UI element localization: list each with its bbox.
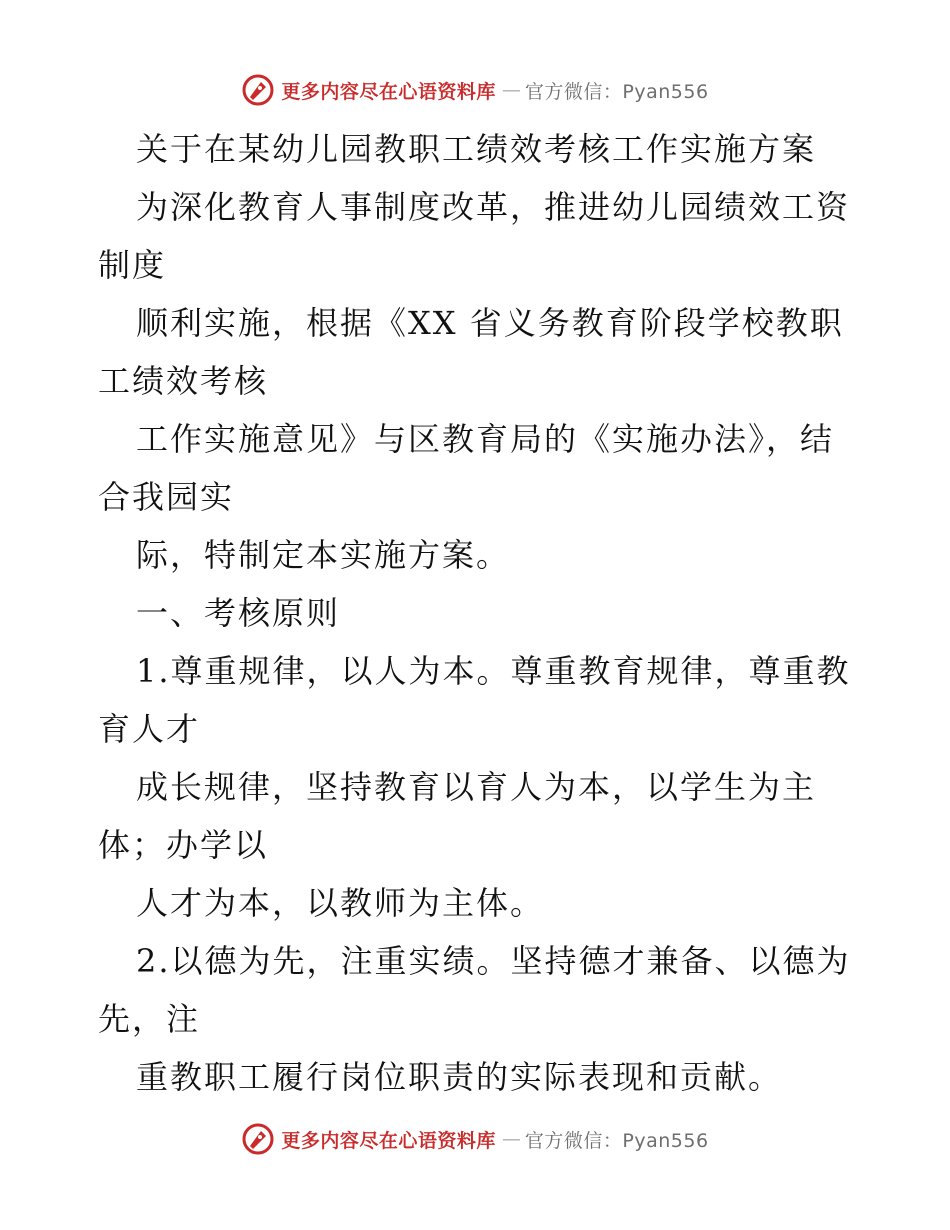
footer-watermark-banner — [0, 1119, 950, 1159]
document-title: 关于在某幼儿园教职工绩效考核工作实施方案 — [136, 130, 817, 168]
header-watermark-banner — [0, 70, 950, 110]
pen-nib-logo-icon — [241, 1122, 275, 1156]
document-body — [98, 120, 858, 1106]
paragraph-line: 2.以德为先，注重实绩。坚持德才兼备、以德为先，注 — [98, 942, 851, 1038]
paragraph-line: 为深化教育人事制度改革，推进幼儿园绩效工资制度 — [98, 188, 851, 284]
watermark-brand-text: 更多内容尽在心语资料库 — [281, 1129, 496, 1152]
paragraph-line: 1.尊重规律，以人为本。尊重教育规律，尊重教育人才 — [98, 652, 851, 748]
watermark-separator: — — [501, 79, 519, 101]
watermark-wechat-text: 官方微信：Pyan556 — [524, 1129, 709, 1152]
pen-nib-logo-icon — [241, 73, 275, 107]
watermark-brand-text: 更多内容尽在心语资料库 — [281, 80, 496, 103]
paragraph-line: 人才为本，以教师为主体。 — [136, 884, 545, 922]
watermark-wechat-text: 官方微信：Pyan556 — [524, 80, 709, 103]
paragraph-line: 工作实施意见》与区教育局的《实施办法》，结合我园实 — [98, 420, 835, 516]
paragraph-line: 顺利实施，根据《XX 省义务教育阶段学校教职工绩效考核 — [98, 304, 844, 400]
paragraph-line: 重教职工履行岗位职责的实际表现和贡献。 — [136, 1058, 783, 1096]
watermark-separator: — — [501, 1128, 519, 1150]
paragraph-line: 际，特制定本实施方案。 — [136, 536, 511, 574]
section-heading: 一、考核原则 — [136, 594, 341, 632]
paragraph-line: 成长规律，坚持教育以育人为本，以学生为主体；办学以 — [98, 768, 817, 864]
